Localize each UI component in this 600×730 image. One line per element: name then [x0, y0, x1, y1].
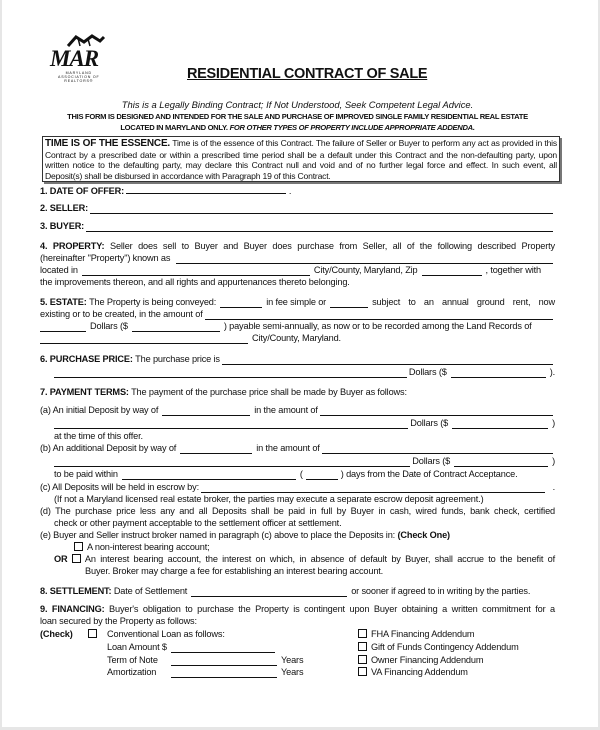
s8-l2-text: or sooner if agreed to in writing by the parties.	[351, 586, 531, 596]
document-page	[2, 0, 598, 727]
form-line	[358, 666, 558, 678]
form-line	[74, 541, 589, 553]
additional-deposit-amount-field[interactable]	[322, 444, 553, 454]
logo-mark-text: MAR	[50, 46, 99, 71]
owner-financing-addendum-checkbox[interactable]	[358, 655, 367, 664]
s7-a3-text: Dollars ($	[410, 418, 449, 428]
s9-addenda-1-text: Gift of Funds Contingency Addendum	[371, 642, 519, 652]
days-number-field[interactable]	[306, 470, 338, 480]
initial-deposit-words-field[interactable]	[54, 419, 408, 429]
form-line	[40, 220, 555, 232]
s4-l3c_text-text: , together with	[485, 265, 541, 275]
s5-l1b-text: in fee simple or	[266, 297, 327, 307]
s5-l4-text: City/County, Maryland.	[252, 333, 341, 343]
s7-a2-text: in the amount of	[254, 405, 318, 415]
form-line	[107, 641, 307, 653]
s9-conv-text: Conventional Loan as follows:	[107, 629, 225, 639]
form-line	[107, 666, 327, 678]
s2-label-text: 2. SELLER:	[40, 203, 89, 213]
amortization-field[interactable]	[171, 668, 277, 678]
s1-end-text: .	[288, 186, 292, 196]
form-line	[40, 320, 555, 332]
s7-b2-text: in the amount of	[256, 443, 320, 453]
s7-opt1-text: A non-interest bearing account;	[87, 542, 210, 552]
form-line	[40, 529, 555, 541]
form-scope-line-1: THIS FORM IS DESIGNED AND INTENDED FOR THE SALE AND PURCHASE OF IMPROVED SINGLE FAMILY RESIDENTIAL REAL ESTATE	[67, 112, 528, 121]
ground-rent-field[interactable]	[330, 298, 368, 308]
s7-c3-text: (If not a Maryland licensed real estate broker, the parties may execute a separate escrow deposit agreement.)	[54, 494, 484, 504]
s9-addenda-3-text: VA Financing Addendum	[371, 667, 468, 677]
s9-loan_amount-text: Loan Amount $	[107, 642, 167, 652]
purchase-price-dollars-field[interactable]	[451, 368, 546, 378]
initial-deposit-amount-field[interactable]	[320, 406, 553, 416]
logo-org_lines-0-text: MARYLAND	[65, 71, 92, 75]
form-line	[358, 654, 558, 666]
s9-years-text: Years	[281, 655, 304, 665]
s9-l1-text: Buyer's obligation to purchase the Property is contingent upon Buyer obtaining a written commitment for a	[109, 604, 556, 614]
initial-deposit-method-field[interactable]	[162, 406, 250, 416]
s5-l1a-text: The Property is being conveyed:	[89, 297, 217, 307]
s7-b7-text: ) days from the Date of Contract Acceptance.	[340, 469, 518, 479]
s5-l3a-text: Dollars ($	[90, 321, 128, 331]
s4-l1-text: Seller does sell to Buyer and Buyer does purchase from Seller, all of the following described Property	[109, 241, 555, 251]
purchase-price-field[interactable]	[222, 355, 553, 365]
form-line	[54, 417, 555, 429]
s9-addenda-2-text: Owner Financing Addendum	[371, 655, 484, 665]
form-line	[54, 455, 555, 467]
logo-org_lines-2-text: REALTORS®	[64, 79, 94, 84]
time-essence-box	[42, 136, 560, 182]
form-line	[40, 308, 555, 320]
fha-addendum-checkbox[interactable]	[358, 629, 367, 638]
interest-account-checkbox[interactable]	[72, 554, 81, 563]
s3-label-text: 3. BUYER:	[40, 221, 85, 231]
date-of-offer-field[interactable]	[126, 184, 286, 194]
form-line	[40, 585, 555, 597]
conventional-loan-checkbox[interactable]	[88, 629, 97, 638]
s9-label-text: 9. FINANCING:	[40, 604, 105, 614]
form-line	[54, 366, 555, 378]
legal-notice: This is a Legally Binding Contract; If Not Understood, Seek Competent Legal Advice.	[121, 99, 474, 110]
s7-l1-text: The payment of the purchase price shall be made by Buyer as follows:	[131, 387, 407, 397]
s7-c2-text: .	[552, 482, 555, 492]
form-line	[107, 654, 327, 666]
s9-amort-text: Amortization	[107, 667, 157, 677]
form-line	[40, 332, 555, 344]
s7-label-text: 7. PAYMENT TERMS:	[40, 387, 129, 397]
s7-opt2b-text: Buyer. Broker may charge a fee for establishing an interest bearing account.	[85, 566, 384, 576]
settlement-date-field[interactable]	[191, 587, 347, 597]
s5-l2-text: existing or to be created, in the amount of	[40, 309, 203, 319]
s7-d1-text: (d) The purchase price less any and all Deposits shall be paid in full by Buyer in cash, wired funds, bank check, certified	[40, 506, 555, 516]
s7-b1-text: (b) An additional Deposit by way of	[40, 443, 177, 453]
s6-l2b-text: ).	[549, 367, 555, 377]
s7-b5-text: to be paid within	[54, 469, 118, 479]
s4-l3a-text: located in	[40, 265, 78, 275]
s7-b6-text: (	[299, 469, 303, 479]
s9-years-text: Years	[281, 667, 304, 677]
additional-deposit-dollars-field[interactable]	[454, 457, 548, 467]
s7-or-text: OR	[54, 554, 68, 564]
form-line	[40, 481, 555, 493]
essence-text-text: Time is of the essence of this Contract. The failure of Seller or Buyer to perform any act as provided in this Contract by a prescribed date or within a prescribed time period shall be a default under this Contract and the non-defaulting party, upon written notice to the defaulting party, may declare this Contract null and void and of no further legal force and effect. In such event, all Deposit(s) shall be disbursed in accordance with Paragraph 19 of this Contract.	[45, 138, 557, 181]
form-line	[40, 353, 555, 365]
s4-label-text: 4. PROPERTY:	[40, 241, 105, 251]
additional-deposit-words-field[interactable]	[54, 457, 410, 467]
form-line	[40, 264, 555, 276]
property-known-as-field[interactable]	[176, 254, 553, 264]
escrow-holder-field[interactable]	[201, 483, 545, 493]
essence-heading-text: TIME IS OF THE ESSENCE.	[45, 138, 170, 149]
s7-a5-text: at the time of this offer.	[54, 431, 143, 441]
s7-d2-text: check or other payment acceptable to the settlement officer at settlement.	[54, 518, 342, 528]
logo-org_lines-1-text: ASSOCIATION OF	[58, 75, 100, 80]
buyer-field[interactable]	[86, 222, 553, 232]
s6-l2a-text: Dollars ($	[408, 367, 447, 377]
s9-l2-text: loan secured by the Property as follows:	[40, 616, 197, 626]
form-line	[40, 202, 555, 214]
form-line	[40, 296, 555, 308]
form-line	[54, 553, 555, 565]
s7-e1-text: (e) Buyer and Seller instruct broker named in paragraph (c) above to place the Deposits in:	[40, 530, 396, 540]
va-addendum-checkbox[interactable]	[358, 667, 367, 676]
s4-l4-text: the improvements thereon, and all rights and appurtenances thereto belonging.	[40, 277, 350, 287]
zip-field[interactable]	[422, 266, 482, 276]
form-line	[40, 386, 555, 398]
s5-label-text: 5. ESTATE:	[40, 297, 87, 307]
land-records-county-field[interactable]	[40, 334, 248, 344]
non-interest-account-checkbox[interactable]	[74, 542, 83, 551]
s5-l1c-text: subject to an annual ground rent, now	[372, 297, 555, 307]
form-line	[358, 628, 558, 640]
form-line	[40, 603, 555, 615]
s4-l3b-text: City/County, Maryland, Zip	[313, 265, 418, 275]
s6-l1-text: The purchase price is	[135, 354, 220, 364]
gift-funds-addendum-checkbox[interactable]	[358, 642, 367, 651]
s7-b3-text: Dollars ($	[412, 456, 451, 466]
form-line	[40, 252, 555, 264]
s9-term-text: Term of Note	[107, 655, 158, 665]
seller-field[interactable]	[90, 204, 553, 214]
mar-logo	[42, 34, 120, 86]
form-scope-line-2	[40, 122, 555, 134]
s4-l2-text: (hereinafter "Property") known as	[40, 253, 171, 263]
days-words-field[interactable]	[122, 470, 296, 480]
s1-label-text: 1. DATE OF OFFER:	[40, 186, 125, 196]
purchase-price-words-field[interactable]	[54, 368, 407, 378]
loan-amount-field[interactable]	[171, 643, 275, 653]
ground-rent-words-field[interactable]	[40, 322, 86, 332]
s7-e_check-text: (Check One)	[397, 530, 450, 540]
form_line2a-text: LOCATED IN MARYLAND ONLY.	[120, 123, 228, 132]
s9-addenda-0-text: FHA Financing Addendum	[371, 629, 475, 639]
s8-l1-text: Date of Settlement	[113, 586, 188, 596]
s7-c1-text: (c) All Deposits will be held in escrow by:	[40, 482, 199, 492]
term-of-note-field[interactable]	[171, 656, 277, 666]
s7-a4-text: )	[552, 418, 555, 428]
s7-opt2-text: An interest bearing account, the interest on which, in absence of default by Buyer, shall accrue to the benefit of	[84, 554, 556, 564]
s7-b4-text: )	[552, 456, 555, 466]
form-line	[54, 468, 555, 480]
ground-rent-dollars-field[interactable]	[132, 322, 220, 332]
form-line	[40, 404, 555, 416]
s5-l3b-text: ) payable semi-annually, as now or to be recorded among the Land Records of	[223, 321, 532, 331]
form_line2b-text: FOR OTHER TYPES OF PROPERTY INCLUDE APPROPRIATE ADDENDA.	[229, 123, 475, 132]
initial-deposit-dollars-field[interactable]	[452, 419, 548, 429]
s6-label-text: 6. PURCHASE PRICE:	[40, 354, 133, 364]
s7-a1-text: (a) An initial Deposit by way of	[40, 405, 159, 415]
form-line	[40, 240, 555, 252]
s8-label-text: 8. SETTLEMENT:	[40, 586, 112, 596]
additional-deposit-method-field[interactable]	[180, 444, 252, 454]
ground-rent-amount-field[interactable]	[205, 310, 553, 320]
fee-simple-field[interactable]	[220, 298, 262, 308]
form-line	[40, 184, 555, 197]
s9-check-text: (Check)	[40, 629, 73, 639]
form-line	[358, 641, 558, 653]
located-in-field[interactable]	[82, 266, 310, 276]
page-title: RESIDENTIAL CONTRACT OF SALE	[187, 66, 428, 82]
form-line	[40, 442, 555, 454]
